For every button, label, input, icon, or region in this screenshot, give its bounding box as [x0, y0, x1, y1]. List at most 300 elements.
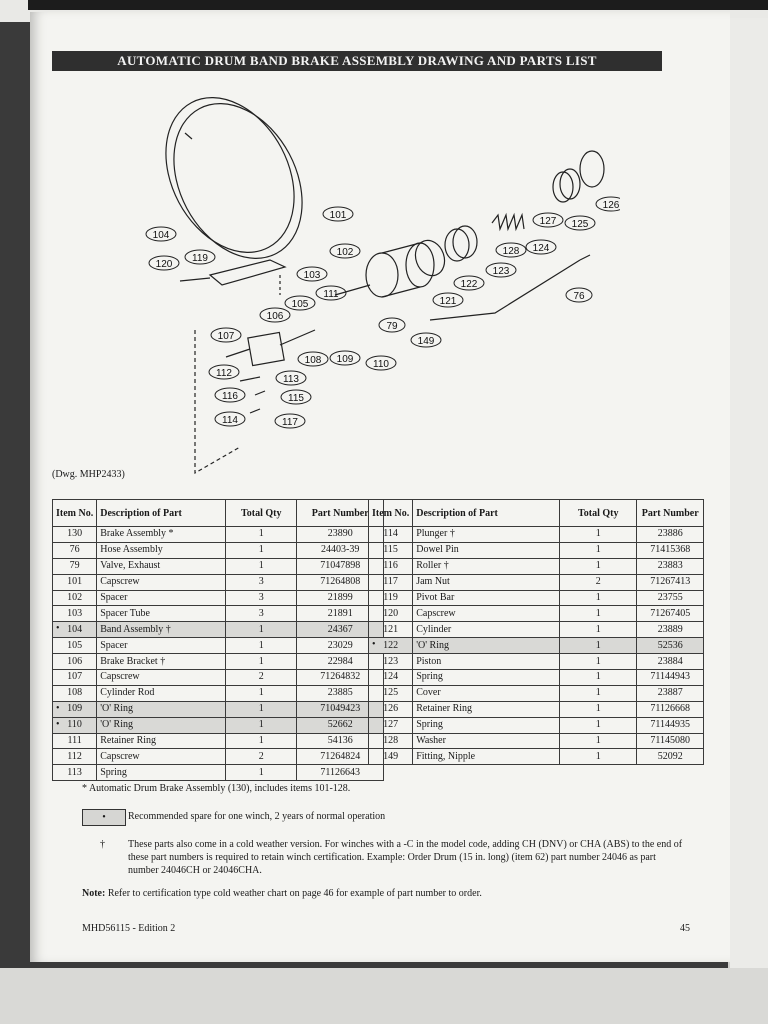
cell-item-number	[369, 606, 413, 622]
cell-total-qty	[560, 542, 637, 558]
table-row	[369, 654, 704, 670]
cell-part-number-text: 23886	[657, 528, 683, 540]
asterisk-footnote: * Automatic Drum Brake Assembly (130), includes items 101-128.	[82, 783, 351, 794]
cell-description-text: Retainer Ring	[100, 735, 157, 747]
cell-part-number	[637, 749, 704, 765]
cell-item-number-text: 106	[67, 655, 83, 667]
table-row	[53, 685, 384, 701]
table-row	[369, 749, 704, 765]
cell-item-number	[53, 542, 97, 558]
callout-122	[454, 276, 484, 290]
cell-description	[97, 701, 226, 717]
header-qty: Total Qty	[560, 500, 637, 527]
callout-76	[566, 288, 592, 302]
cell-part-number-text: 52662	[327, 719, 353, 731]
cell-item-number-text: 125	[383, 687, 399, 699]
callout-107	[211, 328, 241, 342]
table-row	[369, 733, 704, 749]
table-row	[369, 590, 704, 606]
cell-part-number	[297, 765, 384, 781]
cell-description	[97, 765, 226, 781]
cell-item-number-text: 117	[383, 576, 398, 588]
parts-table-right	[368, 499, 704, 765]
recommended-spare-marker: •	[56, 623, 60, 635]
cell-total-qty	[226, 542, 297, 558]
cell-total-qty	[226, 558, 297, 574]
cell-part-number-text: 71144943	[650, 671, 691, 683]
table-row	[53, 717, 384, 733]
footer-page-number: 45	[680, 923, 690, 934]
cell-total-qty	[560, 558, 637, 574]
cell-description	[413, 717, 560, 733]
cell-total-qty-text: 1	[595, 639, 601, 651]
cell-total-qty	[226, 765, 297, 781]
note-label: Note:	[82, 888, 106, 899]
svg-text:149: 149	[417, 336, 435, 347]
svg-text:125: 125	[571, 219, 589, 230]
cell-total-qty-text: 1	[595, 544, 601, 556]
legend-text: Recommended spare for one winch, 2 years of normal operation	[128, 811, 386, 822]
cell-description-text: Capscrew	[100, 671, 140, 683]
svg-text:110: 110	[373, 359, 389, 370]
callout-124	[526, 240, 556, 254]
table-row	[369, 701, 704, 717]
cell-description	[97, 590, 226, 606]
parts-table-left	[52, 499, 384, 781]
header-qty: Total Qty	[226, 500, 297, 527]
scan-edge	[28, 0, 768, 10]
cell-item-number	[53, 638, 97, 654]
callout-113	[276, 371, 306, 385]
cell-part-number-text: 24367	[327, 623, 353, 635]
table-row	[53, 670, 384, 686]
cell-total-qty	[226, 590, 297, 606]
cell-total-qty	[226, 606, 297, 622]
cell-part-number-text: 52092	[657, 750, 683, 762]
cell-description-text: Brake Assembly *	[100, 528, 174, 540]
cell-description	[413, 685, 560, 701]
cell-item-number	[53, 606, 97, 622]
cell-description-text: Valve, Exhaust	[100, 560, 161, 572]
recommended-spare-marker: •	[56, 702, 60, 714]
cell-description	[97, 558, 226, 574]
cell-total-qty-text: 1	[595, 687, 601, 699]
cell-item-number-text: 79	[69, 560, 80, 572]
cell-total-qty	[560, 685, 637, 701]
cell-description-text: Brake Bracket †	[100, 655, 166, 667]
cell-part-number-text: 71264808	[320, 576, 361, 588]
cell-item-number	[369, 749, 413, 765]
cell-item-number	[369, 685, 413, 701]
cell-item-number	[53, 685, 97, 701]
cell-total-qty	[560, 701, 637, 717]
cell-part-number	[637, 685, 704, 701]
svg-text:112: 112	[216, 368, 232, 379]
cell-part-number	[637, 701, 704, 717]
cell-total-qty	[560, 717, 637, 733]
cell-part-number	[637, 638, 704, 654]
header-part-number: Part Number	[297, 500, 384, 527]
cell-total-qty	[560, 733, 637, 749]
cell-description	[97, 717, 226, 733]
cell-description	[97, 685, 226, 701]
callout-102	[330, 244, 360, 258]
cell-description	[97, 654, 226, 670]
cell-item-number-text: 101	[67, 576, 83, 588]
cell-description-text: Spacer	[100, 592, 128, 603]
cell-item-number-text: 113	[67, 766, 82, 778]
cell-item-number	[53, 765, 97, 781]
svg-text:114: 114	[222, 415, 238, 426]
callout-110	[366, 356, 396, 370]
cell-total-qty-text: 1	[258, 687, 264, 699]
cell-total-qty	[226, 654, 297, 670]
cell-total-qty-text: 1	[258, 528, 264, 540]
callout-103	[297, 267, 327, 281]
cell-description	[413, 527, 560, 543]
cell-total-qty-text: 3	[258, 592, 264, 603]
cell-part-number	[637, 670, 704, 686]
cell-total-qty	[226, 733, 297, 749]
cell-description-text: Cover	[416, 687, 441, 699]
cell-description-text: Pivot Bar	[416, 592, 455, 603]
cell-item-number-text: 127	[383, 719, 399, 731]
cell-item-number-text: 122	[383, 639, 399, 651]
svg-text:108: 108	[304, 355, 322, 366]
cell-part-number-text: 71047898	[320, 560, 361, 572]
footer-doc-id: MHD56115 - Edition 2	[82, 923, 176, 934]
cell-part-number-text: 23884	[657, 655, 683, 667]
cell-total-qty	[226, 622, 297, 638]
cell-part-number-text: 71267413	[650, 576, 691, 588]
cell-total-qty-text: 1	[595, 703, 601, 715]
svg-text:105: 105	[291, 299, 309, 310]
cell-total-qty-text: 1	[595, 671, 601, 683]
cell-part-number-text: 71145080	[650, 735, 691, 747]
cell-item-number-text: 149	[383, 750, 399, 762]
cell-item-number	[369, 574, 413, 590]
cell-description-text: Capscrew	[416, 607, 456, 619]
cell-description-text: Plunger †	[416, 528, 455, 540]
adjacent-page-edge	[728, 18, 768, 968]
table-row	[53, 542, 384, 558]
table-row	[53, 749, 384, 765]
cell-total-qty	[226, 638, 297, 654]
cell-total-qty	[226, 701, 297, 717]
callout-149	[411, 333, 441, 347]
cell-item-number-text: 128	[383, 735, 399, 747]
cell-description	[97, 622, 226, 638]
svg-text:109: 109	[336, 354, 354, 365]
cell-total-qty	[560, 654, 637, 670]
cell-description	[97, 606, 226, 622]
cell-item-number-text: 105	[67, 639, 83, 651]
svg-text:113: 113	[283, 374, 299, 385]
callout-126	[596, 197, 620, 211]
cell-part-number-text: 54136	[327, 735, 353, 747]
cell-item-number-text: 130	[67, 528, 83, 540]
cell-part-number-text: 23883	[657, 560, 683, 572]
cell-description	[413, 733, 560, 749]
cell-item-number-text: 109	[67, 703, 83, 715]
svg-text:127: 127	[539, 216, 557, 227]
cell-total-qty-text: 1	[595, 750, 601, 762]
cell-description-text: 'O' Ring	[100, 703, 133, 715]
cell-total-qty-text: 1	[595, 623, 601, 635]
table-row	[369, 638, 704, 654]
callout-119	[185, 250, 215, 264]
cell-description	[413, 749, 560, 765]
cell-item-number-text: 114	[383, 528, 398, 540]
cell-description-text: Spring	[416, 671, 443, 683]
callout-128	[496, 243, 526, 257]
table-row	[369, 558, 704, 574]
cell-part-number	[637, 542, 704, 558]
cell-description	[413, 606, 560, 622]
cell-description	[97, 574, 226, 590]
cell-item-number-text: 115	[383, 544, 398, 556]
cell-item-number-text: 119	[383, 592, 398, 603]
cell-item-number-text: 112	[67, 750, 82, 762]
table-row	[369, 606, 704, 622]
cell-item-number	[369, 654, 413, 670]
header-item: Item No.	[369, 500, 413, 527]
cell-total-qty	[560, 590, 637, 606]
cell-description-text: Dowel Pin	[416, 544, 459, 556]
cell-part-number-text: 71049423	[320, 703, 361, 715]
cell-total-qty-text: 1	[595, 607, 601, 619]
table-row	[53, 638, 384, 654]
cell-item-number-text: 126	[383, 703, 399, 715]
svg-text:76: 76	[573, 291, 585, 302]
scan-background-bottom	[0, 968, 768, 1024]
cell-total-qty	[226, 717, 297, 733]
cell-item-number	[53, 654, 97, 670]
cell-total-qty-text: 1	[595, 528, 601, 540]
cell-part-number-text: 71264832	[320, 671, 361, 683]
callout-101	[323, 207, 353, 221]
cell-description-text: Cylinder	[416, 623, 452, 635]
table-row	[53, 558, 384, 574]
callout-79	[379, 318, 405, 332]
callout-121	[433, 293, 463, 307]
cell-total-qty-text: 1	[258, 655, 264, 667]
cell-description-text: Spacer Tube	[100, 607, 150, 619]
svg-text:111: 111	[323, 289, 339, 300]
cell-description-text: Hose Assembly	[100, 544, 163, 556]
cell-item-number-text: 107	[67, 671, 83, 683]
table-row	[53, 654, 384, 670]
cell-part-number	[637, 733, 704, 749]
cell-description-text: Roller †	[416, 560, 449, 572]
cell-description	[97, 527, 226, 543]
cell-part-number-text: 22984	[327, 655, 353, 667]
cell-part-number-text: 71267405	[650, 607, 691, 619]
page-title: AUTOMATIC DRUM BAND BRAKE ASSEMBLY DRAWING AND PARTS LIST	[52, 51, 662, 71]
cell-total-qty-text: 1	[595, 655, 601, 667]
callout-115	[281, 390, 311, 404]
legend-marker: •	[102, 812, 106, 823]
callout-109	[330, 351, 360, 365]
cell-total-qty	[560, 749, 637, 765]
cell-description-text: Spring	[100, 766, 127, 778]
svg-text:124: 124	[532, 243, 550, 254]
callout-120	[149, 256, 179, 270]
svg-text:121: 121	[439, 296, 457, 307]
drawing-caption: (Dwg. MHP2433)	[52, 469, 125, 480]
cell-description-text: Fitting, Nipple	[416, 750, 476, 762]
cell-item-number	[53, 717, 97, 733]
cell-item-number-text: 102	[67, 592, 83, 603]
cell-total-qty-text: 1	[258, 703, 264, 715]
cell-total-qty	[226, 527, 297, 543]
svg-text:123: 123	[492, 266, 510, 277]
cell-description-text: Capscrew	[100, 750, 140, 762]
cell-total-qty-text: 1	[258, 719, 264, 731]
cell-total-qty	[560, 574, 637, 590]
callout-127	[533, 213, 563, 227]
cell-item-number-text: 110	[67, 719, 82, 731]
callout-108	[298, 352, 328, 366]
svg-text:102: 102	[336, 247, 354, 258]
cell-item-number	[53, 749, 97, 765]
cell-total-qty-text: 2	[258, 750, 264, 762]
cell-description	[97, 749, 226, 765]
cell-part-number	[637, 574, 704, 590]
cell-description-text: Cylinder Rod	[100, 687, 155, 699]
cell-item-number-text: 76	[69, 544, 80, 556]
table-row	[53, 701, 384, 717]
svg-text:106: 106	[266, 311, 284, 322]
cell-part-number-text: 71126668	[650, 703, 691, 715]
cell-total-qty	[226, 685, 297, 701]
cell-part-number-text: 71415368	[650, 544, 691, 556]
cell-item-number-text: 104	[67, 623, 83, 635]
cell-item-number	[369, 638, 413, 654]
cell-part-number	[637, 527, 704, 543]
cell-item-number-text: 123	[383, 655, 399, 667]
cell-part-number-text: 71144935	[650, 719, 691, 731]
cell-part-number	[637, 590, 704, 606]
table-row	[53, 527, 384, 543]
callout-105	[285, 296, 315, 310]
cell-item-number	[369, 542, 413, 558]
cell-item-number	[53, 527, 97, 543]
cell-total-qty-text: 1	[595, 592, 601, 603]
cell-item-number	[53, 590, 97, 606]
cell-description	[97, 542, 226, 558]
callout-112	[209, 365, 239, 379]
cell-total-qty	[560, 527, 637, 543]
cell-description-text: Jam Nut	[416, 576, 450, 588]
cell-total-qty-text: 1	[595, 719, 601, 731]
cell-description	[97, 733, 226, 749]
cell-description	[413, 654, 560, 670]
cell-total-qty	[560, 622, 637, 638]
table-header-row	[369, 500, 704, 527]
cell-item-number-text: 108	[67, 687, 83, 699]
cell-total-qty	[560, 638, 637, 654]
cell-description	[413, 638, 560, 654]
svg-text:116: 116	[222, 391, 238, 402]
cell-total-qty-text: 1	[258, 544, 264, 556]
cell-item-number	[53, 733, 97, 749]
callout-104	[146, 227, 176, 241]
cell-item-number	[369, 717, 413, 733]
cell-item-number	[369, 527, 413, 543]
cell-description	[413, 558, 560, 574]
dagger-footnote: These parts also come in a cold weather version. For winches with a -C in the model code, adding CH (DNV) or CHA (ABS) to the end of these part numbers is required to retain winch certification. Example: Order Drum (15 in. long) (item 62) part number 24046 as part number 24046CH or 24046CHA.	[128, 839, 683, 876]
cell-part-number-text: 23885	[327, 687, 353, 699]
cell-total-qty-text: 2	[258, 671, 264, 683]
note-text: Refer to certification type cold weather chart on page 46 for example of part number to order.	[107, 888, 482, 899]
table-row	[369, 622, 704, 638]
svg-text:115: 115	[288, 393, 304, 404]
cell-part-number-text: 23755	[657, 592, 683, 603]
cell-description	[413, 622, 560, 638]
cell-part-number	[637, 606, 704, 622]
callout-114	[215, 412, 245, 426]
dagger-symbol: †	[100, 839, 105, 850]
cell-total-qty	[226, 670, 297, 686]
cell-item-number	[369, 701, 413, 717]
cell-description-text: Spring	[416, 719, 443, 731]
cell-part-number-text: 52536	[657, 639, 683, 651]
cell-item-number-text: 116	[383, 560, 398, 572]
table-row	[53, 606, 384, 622]
cell-description-text: Retainer Ring	[416, 703, 473, 715]
recommended-spare-marker: •	[372, 639, 376, 651]
cell-item-number	[369, 622, 413, 638]
svg-text:107: 107	[217, 331, 235, 342]
svg-text:79: 79	[386, 321, 398, 332]
cell-description-text: Capscrew	[100, 576, 140, 588]
cell-total-qty-text: 1	[258, 735, 264, 747]
svg-text:103: 103	[303, 270, 321, 281]
cell-total-qty	[226, 749, 297, 765]
header-item: Item No.	[53, 500, 97, 527]
cell-item-number	[53, 622, 97, 638]
cell-description	[413, 590, 560, 606]
callout-123	[486, 263, 516, 277]
cell-item-number	[53, 574, 97, 590]
recommended-spare-marker: •	[56, 718, 60, 730]
cell-item-number	[369, 670, 413, 686]
cell-part-number-text: 71264824	[320, 750, 361, 762]
table-row	[53, 765, 384, 781]
cell-item-number	[53, 670, 97, 686]
cell-description	[97, 638, 226, 654]
svg-text:119: 119	[192, 253, 208, 264]
cell-item-number	[369, 558, 413, 574]
cell-part-number-text: 23890	[327, 528, 353, 540]
cell-description-text: 'O' Ring	[416, 639, 449, 651]
svg-text:120: 120	[155, 259, 173, 270]
table-row	[53, 733, 384, 749]
cell-total-qty-text: 1	[258, 639, 264, 651]
cell-item-number-text: 103	[67, 607, 83, 619]
cell-description-text: Spacer	[100, 639, 128, 651]
table-row	[369, 574, 704, 590]
cell-part-number	[637, 654, 704, 670]
svg-text:122: 122	[460, 279, 478, 290]
callout-116	[215, 388, 245, 402]
recommended-spare-legend-box	[82, 809, 126, 826]
cell-description-text: Piston	[416, 655, 442, 667]
cell-part-number-text: 21899	[327, 592, 353, 603]
cell-item-number	[369, 590, 413, 606]
cell-part-number-text: 23889	[657, 623, 683, 635]
